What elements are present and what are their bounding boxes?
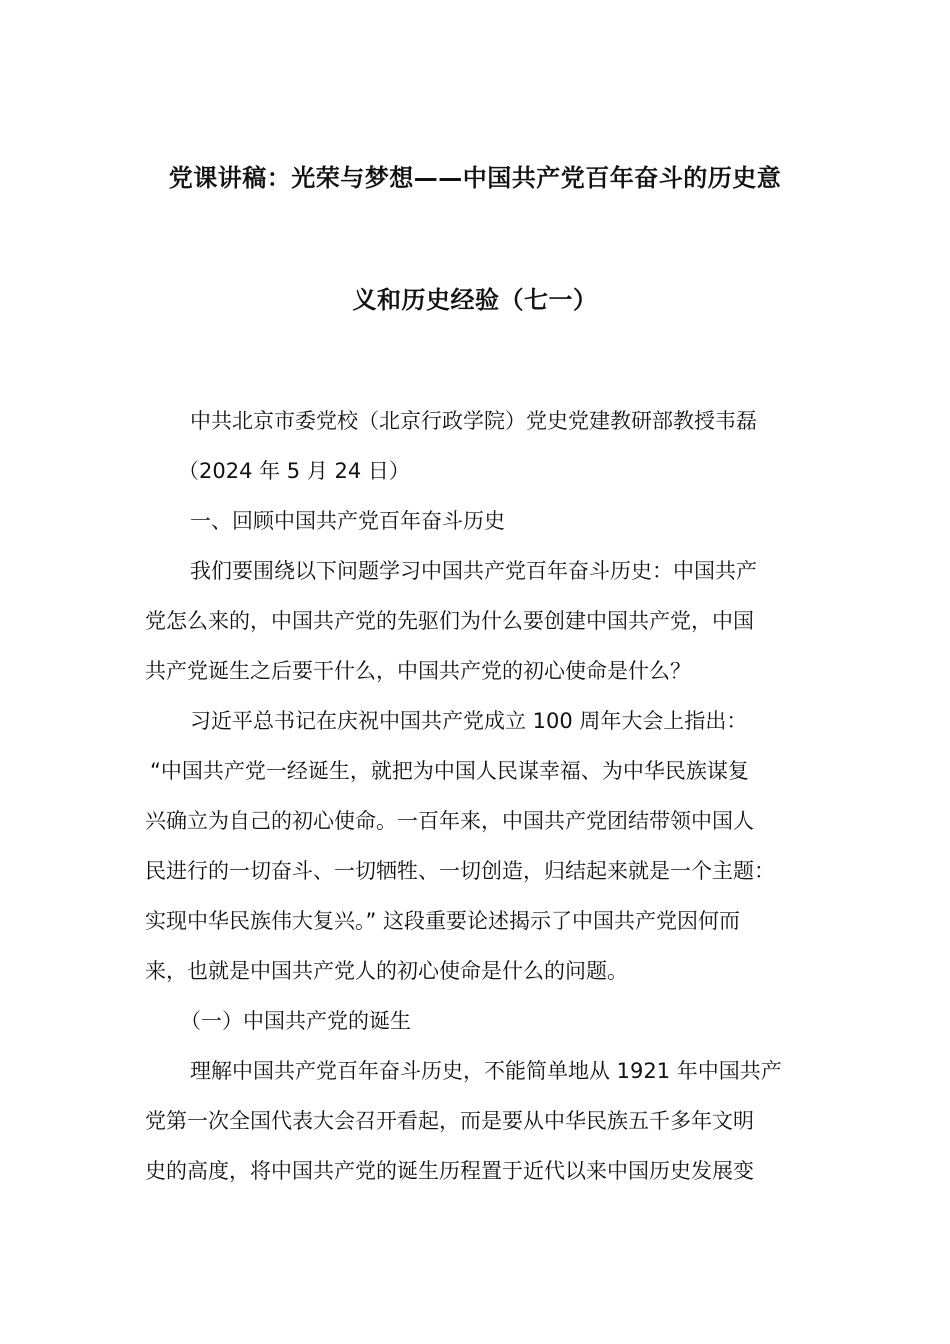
document-title-line-2: 义和历史经验（七一） [352, 286, 598, 314]
paragraph-line: 来，也就是中国共产党人的初心使命是什么的问题。 [145, 959, 628, 983]
author-line: 中共北京市委党校（北京行政学院）党史党建教研部教授韦磊 [190, 409, 757, 433]
paragraph-line: 民进行的一切奋斗、一切牺牲、一切创造，归结起来就是一个主题： [145, 859, 775, 883]
document-title-line-1: 党课讲稿：光荣与梦想——中国共产党百年奋斗的历史意 [168, 164, 782, 192]
paragraph-line: “中国共产党一经诞生，就把为中国人民谋幸福、为中华民族谋复 [150, 759, 749, 783]
paragraph-line: 理解中国共产党百年奋斗历史，不能简单地从 1921 年中国共产 [190, 1059, 782, 1083]
section-heading: 一、回顾中国共产党百年奋斗历史 [190, 509, 505, 533]
paragraph-line: 兴确立为自己的初心使命。一百年来，中国共产党团结带领中国人 [145, 809, 754, 833]
paragraph-line: 共产党诞生之后要干什么，中国共产党的初心使命是什么？ [145, 659, 691, 683]
paragraph-line: 史的高度，将中国共产党的诞生历程置于近代以来中国历史发展变 [145, 1159, 754, 1183]
date-line: （2024 年 5 月 24 日） [178, 459, 410, 483]
paragraph-line: 党第一次全国代表大会召开看起，而是要从中华民族五千多年文明 [145, 1109, 754, 1133]
paragraph-line: 实现中华民族伟大复兴。” 这段重要论述揭示了中国共产党因何而 [145, 909, 741, 933]
subsection-heading: （一）中国共产党的诞生 [180, 1009, 411, 1033]
paragraph-line: 习近平总书记在庆祝中国共产党成立 100 周年大会上指出： [190, 709, 748, 733]
paragraph-line: 我们要围绕以下问题学习中国共产党百年奋斗历史：中国共产 [190, 559, 757, 583]
paragraph-line: 党怎么来的，中国共产党的先驱们为什么要创建中国共产党，中国 [145, 609, 754, 633]
